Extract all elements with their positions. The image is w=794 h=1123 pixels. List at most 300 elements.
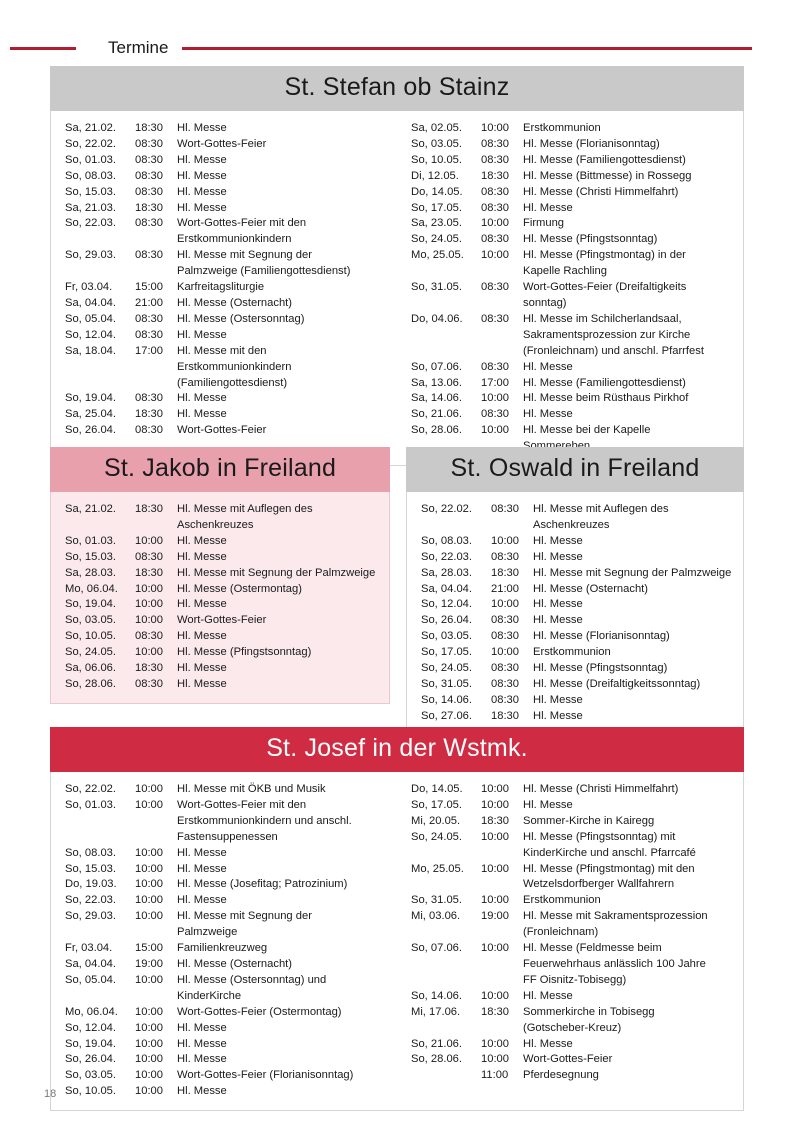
- entry-description: Fastensuppenessen: [177, 830, 278, 843]
- entry-time: 10:00: [135, 783, 163, 795]
- entry-date: So, 31.05.: [421, 677, 473, 690]
- entry-description: Familienkreuzweg: [177, 942, 268, 955]
- entry-description: Hl. Messe: [523, 360, 573, 373]
- schedule-entry: [411, 973, 733, 987]
- entry-date: So, 12.04.: [65, 328, 117, 341]
- entry-date: So, 22.02.: [421, 503, 473, 515]
- entry-description: (Fronleichnam): [523, 926, 599, 939]
- entry-date: Sa, 02.05.: [411, 122, 463, 134]
- schedule-entry: [65, 137, 387, 151]
- entry-time: 10:00: [481, 783, 509, 795]
- schedule-entry: [421, 582, 733, 596]
- entry-date: So, 22.03.: [65, 894, 117, 907]
- entry-date: So, 08.03.: [65, 846, 117, 859]
- entry-time: 18:30: [135, 201, 163, 214]
- schedule-entry: [421, 645, 733, 659]
- entry-time: 08:30: [135, 249, 163, 262]
- entry-time: 08:30: [481, 201, 509, 214]
- entry-date: So, 22.02.: [65, 137, 117, 150]
- entry-description: Hl. Messe (Ostermontag): [177, 582, 302, 595]
- entry-time: 08:30: [491, 550, 519, 563]
- entry-description: Hl. Messe: [177, 122, 227, 134]
- entry-description: KinderKirche und anschl. Pfarrcafé: [523, 846, 696, 859]
- schedule-entry: [421, 534, 733, 548]
- schedule-entry: [65, 941, 387, 955]
- entry-date: So, 10.05.: [411, 153, 463, 166]
- entry-date: So, 05.04.: [65, 973, 117, 986]
- entry-date: So, 28.06.: [65, 677, 117, 690]
- schedule-entry: [65, 830, 387, 844]
- entry-date: So, 15.03.: [65, 185, 117, 198]
- entry-date: Mo, 25.05.: [411, 249, 464, 262]
- entry-description: Hl. Messe mit den: [177, 344, 267, 357]
- entry-date: So, 22.02.: [65, 783, 117, 795]
- entry-time: 10:00: [135, 534, 163, 547]
- entry-time: 08:30: [135, 392, 163, 405]
- entry-description: Hl. Messe: [177, 392, 227, 405]
- entry-time: 10:00: [135, 598, 163, 611]
- schedule-entry: [65, 1005, 387, 1019]
- entry-time: 10:00: [135, 973, 163, 986]
- entry-time: 08:30: [481, 281, 509, 294]
- schedule-entry: [411, 423, 733, 437]
- entry-description: Hl. Messe: [177, 598, 227, 611]
- entry-description: Wort-Gottes-Feier: [177, 614, 267, 627]
- entry-description: Hl. Messe: [523, 201, 573, 214]
- entry-description: Wort-Gottes-Feier: [177, 424, 267, 437]
- entry-date: Do, 14.05.: [411, 185, 463, 198]
- entry-date: Fr, 03.04.: [65, 281, 113, 294]
- entry-time: 18:30: [135, 122, 163, 134]
- entry-time: 08:30: [481, 153, 509, 166]
- entry-date: So, 21.06.: [411, 408, 463, 421]
- entry-description: Pferdesegnung: [523, 1069, 599, 1082]
- entry-description: Hl. Messe mit ÖKB und Musik: [177, 783, 326, 795]
- entry-description: Hl. Messe mit Segnung der: [177, 249, 312, 262]
- entry-description: Wort-Gottes-Feier (Dreifaltigkeits: [523, 281, 687, 294]
- schedule-entry: [65, 407, 387, 421]
- schedule-entry: [65, 360, 387, 374]
- entry-date: So, 07.06.: [411, 360, 463, 373]
- entry-date: So, 19.04.: [65, 392, 117, 405]
- schedule-entry: [411, 798, 733, 812]
- schedule-entry: [411, 137, 733, 151]
- entry-time: 10:00: [135, 1037, 163, 1050]
- entry-description: Hl. Messe mit Auflegen des: [533, 503, 669, 515]
- entry-date: So, 26.04.: [65, 1053, 117, 1066]
- schedule-entry: [421, 597, 733, 611]
- schedule-entry: [65, 201, 387, 215]
- entry-time: 08:30: [135, 328, 163, 341]
- schedule-entry: [65, 153, 387, 167]
- page-title: Termine: [108, 38, 169, 57]
- schedule-column-left: [51, 502, 389, 693]
- schedule-entry: [411, 248, 733, 262]
- schedule-entry: [411, 280, 733, 294]
- entry-description: Hl. Messe: [177, 630, 227, 643]
- schedule-entry: [65, 502, 379, 516]
- section-body: [50, 111, 744, 466]
- schedule-entry: [411, 216, 733, 230]
- entry-description: Hl. Messe (Feldmesse beim: [523, 942, 662, 955]
- entry-time: 18:30: [481, 1005, 509, 1018]
- entry-description: (Familiengottesdienst): [177, 376, 288, 389]
- schedule-entry: [411, 1021, 733, 1035]
- schedule-entry: [65, 877, 387, 891]
- entry-time: 10:00: [491, 646, 519, 659]
- entry-date: Sa, 18.04.: [65, 344, 117, 357]
- entry-description: Hl. Messe (Ostersonntag) und: [177, 973, 327, 986]
- entry-description: Hl. Messe (Pfingstsonntag) mit: [523, 830, 676, 843]
- entry-time: 10:00: [135, 846, 163, 859]
- entry-description: Hl. Messe mit Segnung der Palmzweige: [533, 566, 732, 579]
- schedule-entry: [65, 121, 387, 135]
- entry-time: 21:00: [491, 582, 519, 595]
- schedule-entry: [65, 1068, 387, 1082]
- schedule-entry: [411, 201, 733, 215]
- schedule-entry: [65, 550, 379, 564]
- entry-time: 08:30: [135, 217, 163, 230]
- schedule-entry: [65, 645, 379, 659]
- schedule-entry: [65, 846, 387, 860]
- entry-description: Hl. Messe (Pfingstsonntag): [177, 646, 312, 659]
- entry-date: So, 17.05.: [411, 201, 463, 214]
- schedule-entry: [65, 423, 387, 437]
- schedule-entry: [411, 941, 733, 955]
- entry-time: 08:30: [135, 630, 163, 643]
- schedule-entry: [411, 376, 733, 390]
- entry-description: Karfreitagsliturgie: [177, 281, 265, 294]
- schedule-entry: [421, 693, 733, 707]
- entry-description: Hl. Messe: [177, 662, 227, 675]
- entry-description: Hl. Messe mit Segnung der: [177, 910, 312, 923]
- entry-time: 18:30: [135, 503, 163, 515]
- section-st-jakob-in-freiland: [50, 447, 390, 704]
- schedule-entry: [411, 893, 733, 907]
- entry-description: Hl. Messe (Josefitag; Patrozinium): [177, 878, 348, 891]
- entry-date: Sa, 21.02.: [65, 503, 117, 515]
- entry-date: Sa, 28.03.: [65, 566, 117, 579]
- entry-description: Hl. Messe: [177, 862, 227, 875]
- entry-date: Do, 04.06.: [411, 312, 463, 325]
- entry-date: So, 19.04.: [65, 1037, 117, 1050]
- entry-description: Hl. Messe mit Segnung der Palmzweige: [177, 566, 376, 579]
- entry-time: 10:00: [135, 910, 163, 923]
- entry-description: Hl. Messe: [177, 1053, 227, 1066]
- entry-time: 17:00: [481, 376, 509, 389]
- entry-description: Palmzweige: [177, 926, 238, 939]
- schedule-entry: [411, 782, 733, 796]
- schedule-entry: [421, 629, 733, 643]
- entry-description: Erstkommunionkindern: [177, 233, 292, 246]
- entry-date: So, 03.05.: [411, 137, 463, 150]
- schedule-entry: [411, 846, 733, 860]
- schedule-column-right: [397, 121, 743, 455]
- entry-time: 10:00: [481, 1037, 509, 1050]
- schedule-entry: [411, 1052, 733, 1066]
- entry-date: Sa, 21.03.: [65, 201, 117, 214]
- schedule-entry: [411, 957, 733, 971]
- entry-date: So, 12.04.: [65, 1021, 117, 1034]
- schedule-entry: [411, 1005, 733, 1019]
- schedule-entry: [65, 328, 387, 342]
- schedule-entry: [65, 989, 387, 1003]
- entry-description: Hl. Messe: [177, 846, 227, 859]
- entry-time: 18:30: [491, 566, 519, 579]
- entry-description: Palmzweige (Familiengottesdienst): [177, 265, 351, 278]
- entry-time: 10:00: [481, 249, 509, 262]
- entry-time: 10:00: [491, 534, 519, 547]
- entry-time: 10:00: [481, 1053, 509, 1066]
- entry-description: Sommerkirche in Tobisegg: [523, 1005, 655, 1018]
- entry-description: Wort-Gottes-Feier: [523, 1053, 613, 1066]
- entry-description: Hl. Messe: [177, 534, 227, 547]
- entry-time: 08:30: [491, 503, 519, 515]
- schedule-entry: [65, 248, 387, 262]
- section-title: St. Jakob in Freiland: [50, 447, 390, 492]
- schedule-entry: [65, 661, 379, 675]
- entry-description: Sakramentsprozession zur Kirche: [523, 328, 691, 341]
- entry-date: So, 19.04.: [65, 598, 117, 611]
- entry-date: So, 03.05.: [421, 630, 473, 643]
- entry-date: So, 17.05.: [411, 798, 463, 811]
- entry-time: 10:00: [135, 646, 163, 659]
- section-title: St. Josef in der Wstmk.: [50, 727, 744, 772]
- section-title: St. Stefan ob Stainz: [50, 66, 744, 111]
- entry-date: So, 29.03.: [65, 249, 117, 262]
- entry-description: Hl. Messe (Ostersonntag): [177, 312, 305, 325]
- entry-time: 18:30: [481, 814, 509, 827]
- entry-description: FF Oisnitz-Tobisegg): [523, 973, 627, 986]
- section-body: [50, 492, 390, 704]
- schedule-entry: [411, 264, 733, 278]
- entry-description: KinderKirche: [177, 989, 242, 1002]
- entry-date: So, 08.03.: [421, 534, 473, 547]
- entry-description: Hl. Messe: [177, 1085, 227, 1098]
- entry-date: So, 10.05.: [65, 1085, 117, 1098]
- entry-time: 18:30: [135, 662, 163, 675]
- entry-description: Hl. Messe: [177, 408, 227, 421]
- entry-description: Hl. Messe bei der Kapelle: [523, 424, 651, 437]
- entry-description: Erstkommunion: [523, 122, 601, 134]
- entry-time: 10:00: [491, 598, 519, 611]
- schedule-entry: [411, 312, 733, 326]
- entry-date: So, 24.05.: [421, 662, 473, 675]
- schedule-entry: [411, 925, 733, 939]
- entry-date: So, 01.03.: [65, 153, 117, 166]
- entry-date: Sa, 14.06.: [411, 392, 463, 405]
- entry-description: (Fronleichnam) und anschl. Pfarrfest: [523, 344, 704, 357]
- schedule-entry: [65, 582, 379, 596]
- entry-description: Hl. Messe: [177, 169, 227, 182]
- entry-description: Hl. Messe: [177, 185, 227, 198]
- schedule-entry: [65, 629, 379, 643]
- schedule-entry: [65, 862, 387, 876]
- entry-description: Hl. Messe: [177, 1021, 227, 1034]
- section-title: St. Oswald in Freiland: [406, 447, 744, 492]
- entry-description: Hl. Messe (Pfingstsonntag): [523, 233, 658, 246]
- schedule-entry: [421, 613, 733, 627]
- entry-date: Sa, 28.03.: [421, 566, 473, 579]
- entry-description: (Gotscheber-Kreuz): [523, 1021, 622, 1034]
- schedule-entry: [65, 973, 387, 987]
- entry-description: Hl. Messe: [523, 798, 573, 811]
- schedule-entry: [65, 169, 387, 183]
- section-st-oswald-in-freiland: [406, 447, 744, 736]
- entry-description: Hl. Messe (Pfingstmontag) mit den: [523, 862, 695, 875]
- schedule-entry: [421, 502, 733, 516]
- entry-description: Hl. Messe: [533, 598, 583, 611]
- schedule-entry: [65, 296, 387, 310]
- schedule-entry: [421, 677, 733, 691]
- entry-description: Wort-Gottes-Feier (Ostermontag): [177, 1005, 342, 1018]
- entry-time: 10:00: [135, 894, 163, 907]
- entry-time: 08:30: [481, 312, 509, 325]
- entry-description: Hl. Messe (Osternacht): [177, 296, 293, 309]
- schedule-entry: [421, 661, 733, 675]
- entry-time: 08:30: [135, 185, 163, 198]
- schedule-entry: [65, 925, 387, 939]
- entry-time: 08:30: [481, 408, 509, 421]
- schedule-entry: [411, 391, 733, 405]
- schedule-entry: [411, 153, 733, 167]
- entry-description: Hl. Messe: [533, 534, 583, 547]
- entry-time: 18:30: [491, 709, 519, 722]
- entry-description: Hl. Messe (Christi Himmelfahrt): [523, 185, 679, 198]
- entry-date: So, 01.03.: [65, 798, 117, 811]
- entry-time: 10:00: [481, 798, 509, 811]
- page-number: 18: [44, 1088, 57, 1100]
- entry-date: Mi, 17.06.: [411, 1005, 461, 1018]
- entry-date: Mi, 20.05.: [411, 814, 461, 827]
- entry-description: Hl. Messe (Bittmesse) in Rossegg: [523, 169, 692, 182]
- entry-description: Hl. Messe: [533, 614, 583, 627]
- entry-time: 08:30: [491, 677, 519, 690]
- entry-date: Sa, 13.06.: [411, 376, 463, 389]
- entry-time: 10:00: [135, 798, 163, 811]
- entry-date: So, 03.05.: [65, 614, 117, 627]
- schedule-entry: [65, 185, 387, 199]
- schedule-entry: [65, 312, 387, 326]
- page-header: [0, 34, 794, 62]
- entry-time: 18:30: [135, 566, 163, 579]
- entry-description: Erstkommunion: [523, 894, 601, 907]
- entry-date: So, 24.05.: [65, 646, 117, 659]
- entry-date: So, 26.04.: [65, 424, 117, 437]
- entry-description: Hl. Messe: [177, 1037, 227, 1050]
- entry-description: Hl. Messe (Florianisonntag): [533, 630, 670, 643]
- entry-description: Hl. Messe (Osternacht): [177, 957, 293, 970]
- schedule-entry: [65, 1037, 387, 1051]
- schedule-entry: [65, 232, 387, 246]
- entry-time: 10:00: [135, 614, 163, 627]
- entry-description: Hl. Messe: [523, 989, 573, 1002]
- schedule-entry: [65, 264, 387, 278]
- entry-time: 18:30: [135, 408, 163, 421]
- entry-time: 18:30: [481, 169, 509, 182]
- entry-date: So, 14.06.: [411, 989, 463, 1002]
- schedule-column-left: [407, 502, 743, 725]
- header-rule-right: [182, 47, 752, 50]
- entry-description: Feuerwehrhaus anlässlich 100 Jahre: [523, 957, 706, 970]
- entry-time: 10:00: [135, 1005, 163, 1018]
- entry-time: 10:00: [481, 894, 509, 907]
- schedule-entry: [411, 328, 733, 342]
- entry-date: So, 24.05.: [411, 830, 463, 843]
- entry-description: Hl. Messe beim Rüsthaus Pirkhof: [523, 392, 689, 405]
- section-st-josef-in-der-wstmk: [50, 727, 744, 1111]
- entry-description: sonntag): [523, 296, 567, 309]
- entry-time: 08:30: [481, 360, 509, 373]
- schedule-entry: [421, 566, 733, 580]
- schedule-entry: [411, 862, 733, 876]
- entry-time: 10:00: [135, 1085, 163, 1098]
- schedule-column-right: [397, 782, 743, 1100]
- entry-time: 10:00: [481, 862, 509, 875]
- entry-description: Hl. Messe: [533, 693, 583, 706]
- entry-description: Hl. Messe (Florianisonntag): [523, 137, 660, 150]
- entry-date: Mo, 25.05.: [411, 862, 464, 875]
- entry-description: Aschenkreuzes: [533, 518, 610, 531]
- schedule-entry: [411, 121, 733, 135]
- schedule-entry: [421, 550, 733, 564]
- schedule-entry: [65, 566, 379, 580]
- entry-description: Hl. Messe im Schilcherlandsaal,: [523, 312, 682, 325]
- entry-date: So, 21.06.: [411, 1037, 463, 1050]
- entry-description: Firmung: [523, 217, 565, 230]
- schedule-entry: [411, 360, 733, 374]
- entry-date: Sa, 06.06.: [65, 662, 117, 675]
- entry-time: 15:00: [135, 942, 163, 955]
- entry-time: 08:30: [135, 424, 163, 437]
- entry-date: So, 10.05.: [65, 630, 117, 643]
- schedule-entry: [411, 169, 733, 183]
- entry-description: Erstkommunionkindern: [177, 360, 292, 373]
- entry-date: So, 15.03.: [65, 862, 117, 875]
- entry-time: 21:00: [135, 296, 163, 309]
- entry-time: 08:30: [481, 137, 509, 150]
- entry-description: Hl. Messe: [533, 709, 583, 722]
- entry-time: 10:00: [481, 942, 509, 955]
- entry-date: Mi, 03.06.: [411, 910, 461, 923]
- entry-time: 10:00: [135, 862, 163, 875]
- entry-time: 10:00: [135, 1069, 163, 1082]
- entry-date: So, 28.06.: [411, 424, 463, 437]
- entry-time: 10:00: [481, 830, 509, 843]
- entry-time: 10:00: [481, 122, 509, 134]
- entry-description: Hl. Messe mit Sakramentsprozession: [523, 910, 708, 923]
- entry-description: Hl. Messe: [177, 153, 227, 166]
- entry-date: Do, 19.03.: [65, 878, 117, 891]
- entry-description: Hl. Messe mit Auflegen des: [177, 503, 313, 515]
- entry-date: So, 08.03.: [65, 169, 117, 182]
- entry-time: 08:30: [491, 630, 519, 643]
- entry-time: 15:00: [135, 281, 163, 294]
- entry-date: So, 07.06.: [411, 942, 463, 955]
- entry-date: Sa, 04.04.: [65, 296, 117, 309]
- entry-date: So, 24.05.: [411, 233, 463, 246]
- schedule-entry: [65, 677, 379, 691]
- entry-date: Sa, 21.02.: [65, 122, 117, 134]
- entry-date: So, 17.05.: [421, 646, 473, 659]
- entry-description: Hl. Messe (Osternacht): [533, 582, 649, 595]
- entry-date: So, 26.04.: [421, 614, 473, 627]
- entry-description: Hl. Messe (Pfingstmontag) in der: [523, 249, 686, 262]
- entry-date: So, 31.05.: [411, 894, 463, 907]
- entry-time: 08:30: [135, 137, 163, 150]
- entry-date: So, 12.04.: [421, 598, 473, 611]
- schedule-entry: [65, 782, 387, 796]
